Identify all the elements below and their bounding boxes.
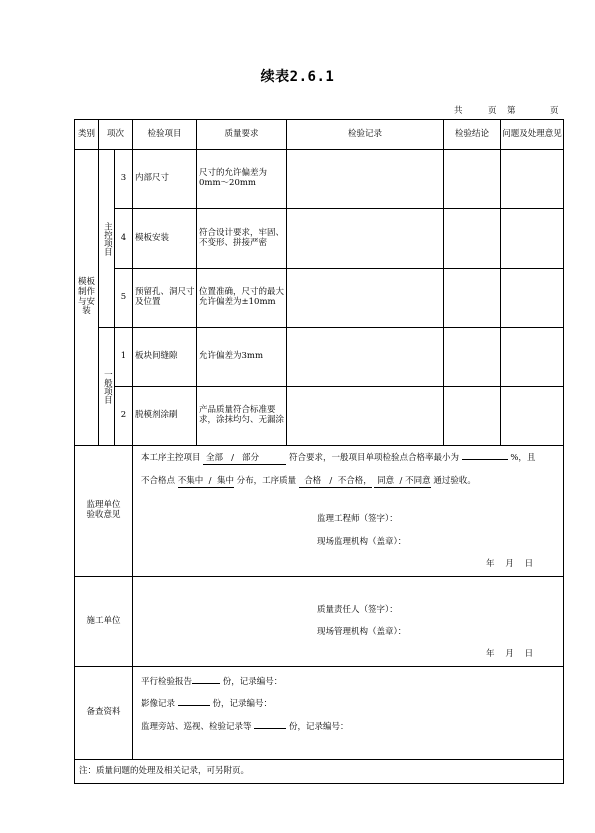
choice-agree: 同意	[377, 476, 395, 486]
reference-line-2	[141, 700, 272, 710]
table-row	[75, 150, 564, 209]
construction-date: 年 月 日	[486, 649, 534, 659]
category-label: 模板制作与安装	[77, 276, 95, 317]
reference-content	[133, 667, 564, 760]
record-number-label: 份，记录编号：	[212, 699, 272, 709]
supervision-line-2	[141, 477, 476, 488]
general-cell	[99, 328, 115, 446]
main-control-label: 主控项目	[102, 221, 113, 256]
table-row	[75, 328, 564, 387]
row-item: 预留孔、洞尺寸及位置	[133, 269, 197, 328]
category-cell	[75, 150, 99, 446]
choice-slash: /	[208, 476, 212, 486]
choice-concentrated: 集中	[216, 476, 234, 486]
record-number-label: 份，记录编号：	[288, 722, 349, 732]
row-requirement: 产品质量符合标准要求，涂抹均匀、无漏涂	[197, 387, 287, 446]
image-record-count[interactable]	[178, 705, 210, 706]
row-record[interactable]	[287, 269, 444, 328]
parallel-report-label: 平行检验报告	[141, 677, 193, 687]
supervision-line-1	[141, 454, 535, 465]
choice-slash: /	[329, 476, 333, 486]
page-nth-label: 第	[507, 106, 516, 116]
row-opinion[interactable]	[501, 209, 564, 269]
construction-row	[75, 577, 564, 667]
row-opinion[interactable]	[501, 387, 564, 446]
row-item: 模板安装	[133, 209, 197, 269]
line1-mid: 符合要求，一般项目单项检验点合格率最小为	[288, 453, 459, 463]
main-control-cell	[99, 150, 115, 328]
row-item: 脱模剂涂刷	[133, 387, 197, 446]
line2-suffix: 通过验收。	[433, 476, 476, 486]
quality-choice[interactable]	[299, 477, 372, 488]
choice-disagree: 不同意	[405, 476, 431, 486]
engineer-signature: 监理工程师（签字）：	[317, 514, 398, 524]
row-no: 1	[115, 328, 133, 387]
table-row	[75, 387, 564, 446]
choice-qualified: 合格	[304, 476, 322, 486]
reference-line-3	[141, 723, 348, 733]
row-requirement: 符合设计要求，牢固、不变形、拼接严密	[197, 209, 287, 269]
row-opinion[interactable]	[501, 150, 564, 209]
row-conclusion[interactable]	[444, 269, 501, 328]
row-record[interactable]	[287, 209, 444, 269]
header-quality-requirement: 质量要求	[197, 120, 287, 150]
page-unit-label: 页	[488, 106, 497, 116]
row-conclusion[interactable]	[444, 209, 501, 269]
choice-slash: /	[231, 453, 234, 463]
pass-rate-input[interactable]	[462, 459, 508, 460]
row-record[interactable]	[287, 387, 444, 446]
header-item-no: 项次	[99, 120, 133, 150]
row-requirement: 尺寸的允许偏差为0mm～20mm	[197, 150, 287, 209]
row-opinion[interactable]	[501, 269, 564, 328]
header-category: 类别	[75, 120, 99, 150]
row-requirement: 位置准确，尺寸的最大允许偏差为±10mm	[197, 269, 287, 328]
row-record[interactable]	[287, 328, 444, 387]
choice-unqualified: 不合格，	[337, 476, 372, 486]
page-title: 续表2.6.1	[260, 69, 335, 85]
construction-agency-seal: 现场管理机构（盖章）：	[317, 627, 407, 637]
inspection-table	[74, 119, 564, 784]
row-no: 3	[115, 150, 133, 209]
choice-all: 全部	[205, 453, 223, 463]
construction-label: 施工单位	[75, 577, 133, 667]
supervision-label: 监理单位验收意见	[86, 500, 121, 520]
footnote: 注：质量问题的处理及相关记录，可另附页。	[75, 760, 564, 784]
supervision-date: 年 月 日	[486, 559, 534, 569]
header-inspection-conclusion: 检验结论	[444, 120, 501, 150]
supervision-agency-seal: 现场监理机构（盖章）：	[317, 537, 407, 547]
row-conclusion[interactable]	[444, 387, 501, 446]
image-record-label: 影像记录	[141, 699, 176, 709]
note-row	[75, 760, 564, 784]
construction-content	[133, 577, 564, 667]
header-row	[75, 120, 564, 150]
page-total-label: 共	[454, 106, 463, 116]
line2-prefix: 不合格点	[141, 476, 176, 486]
row-item: 内部尺寸	[133, 150, 197, 209]
choice-not-concentrated: 不集中	[177, 476, 204, 486]
line2-mid: 分布，工序质量	[236, 476, 297, 486]
record-number-label: 份，记录编号：	[222, 677, 283, 687]
row-record[interactable]	[287, 150, 444, 209]
general-label: 一般项目	[102, 369, 113, 404]
header-inspection-record: 检验记录	[287, 120, 444, 150]
supervision-record-count[interactable]	[254, 728, 286, 729]
row-conclusion[interactable]	[444, 150, 501, 209]
line1-suffix: %，且	[510, 453, 536, 463]
distribution-choice[interactable]	[178, 477, 234, 488]
row-opinion[interactable]	[501, 328, 564, 387]
supervision-record-label: 监理旁站、巡视、检验记录等	[141, 722, 252, 732]
approval-choice[interactable]	[374, 477, 430, 488]
choice-part: 部分	[242, 453, 260, 463]
row-requirement: 允许偏差为3mm	[197, 328, 287, 387]
reference-label: 备查资料	[75, 667, 133, 760]
header-issue-opinion: 问题及处理意见	[501, 120, 564, 150]
row-item: 板块间缝隙	[133, 328, 197, 387]
supervision-label-cell	[75, 446, 133, 577]
page-unit-label-2: 页	[550, 106, 559, 116]
row-no: 2	[115, 387, 133, 446]
table-row	[75, 269, 564, 328]
table-row	[75, 209, 564, 269]
main-control-choice[interactable]	[203, 454, 286, 465]
reference-row	[75, 667, 564, 760]
reference-line-1	[141, 678, 282, 688]
parallel-report-count[interactable]	[192, 683, 220, 684]
row-conclusion[interactable]	[444, 328, 501, 387]
supervision-content	[133, 446, 564, 577]
row-no: 4	[115, 209, 133, 269]
row-no: 5	[115, 269, 133, 328]
quality-responsible-signature: 质量责任人（签字）：	[317, 605, 398, 615]
supervision-row	[75, 446, 564, 577]
header-inspection-item: 检验项目	[133, 120, 197, 150]
line1-prefix: 本工序主控项目	[141, 453, 201, 463]
choice-slash: /	[399, 476, 403, 486]
